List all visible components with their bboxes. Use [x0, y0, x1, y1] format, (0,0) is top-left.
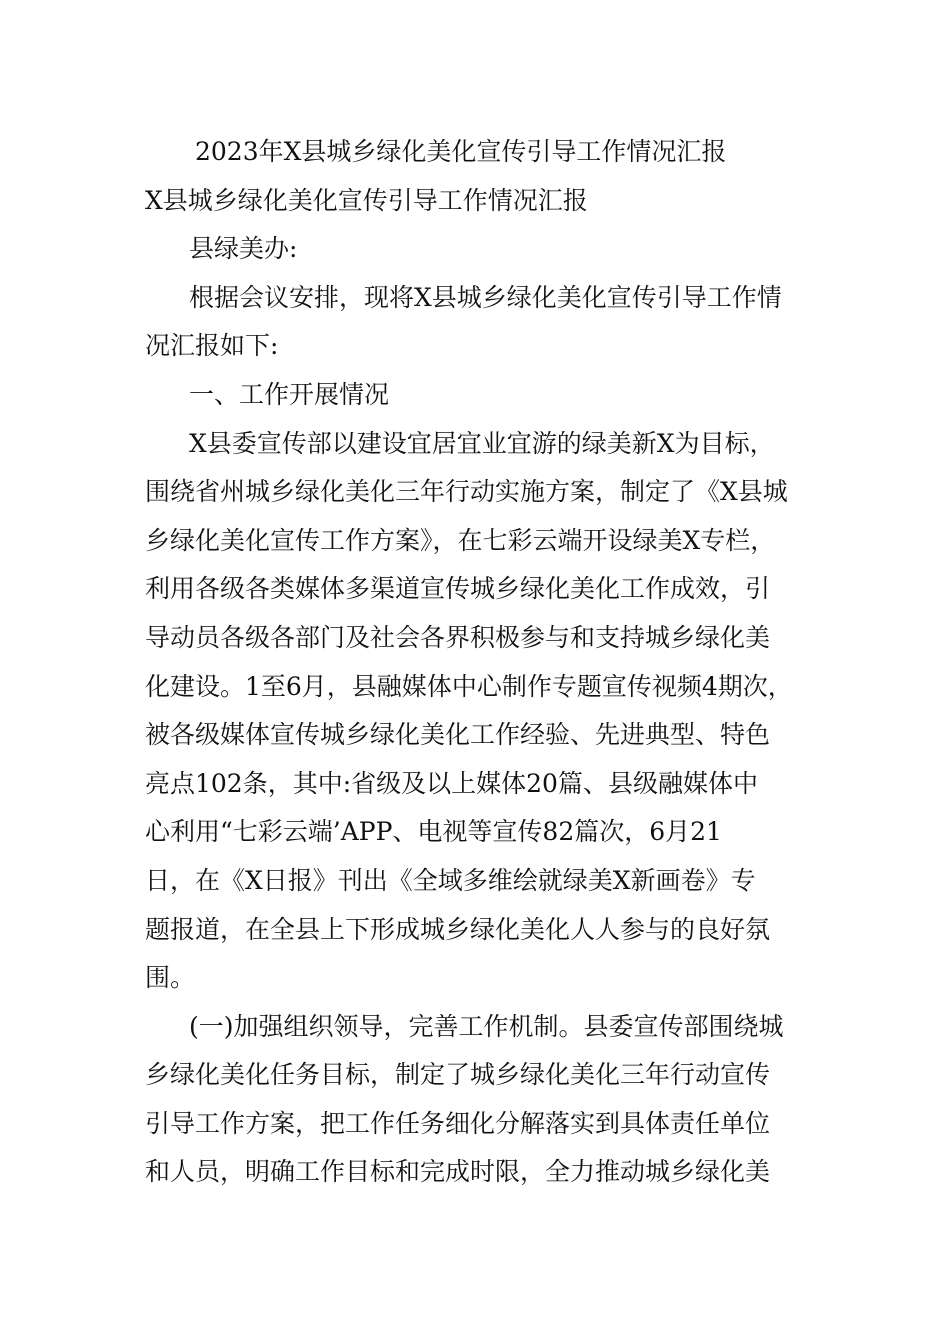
paragraph-line: 心利用“七彩云端’APP、电视等宣传82篇次，6月21	[145, 817, 722, 847]
document-subtitle: X县城乡绿化美化宣传引导工作情况汇报	[145, 185, 588, 215]
paragraph-line: 根据会议安排，现将X县城乡绿化美化宣传引导工作情	[189, 282, 782, 312]
paragraph-line: 和人员，明确工作目标和完成时限，全力推动城乡绿化美	[145, 1157, 771, 1187]
paragraph-line: 围绕省州城乡绿化美化三年行动实施方案，制定了《X县城	[145, 477, 788, 507]
intro-paragraph	[145, 274, 810, 371]
paragraph-line: 引导工作方案，把工作任务细化分解落实到具体责任单位	[145, 1108, 771, 1138]
paragraph-line: 乡绿化美化任务目标，制定了城乡绿化美化三年行动宣传	[145, 1060, 771, 1090]
paragraph-line: 乡绿化美化宣传工作方案》，在七彩云端开设绿美X专栏，	[145, 525, 776, 555]
paragraph-line: 导动员各级各部门及社会各界积极参与和支持城乡绿化美	[145, 622, 771, 652]
document-page	[145, 128, 810, 1197]
paragraph-line: 围。	[145, 963, 196, 993]
paragraph-line: 题报道，在全县上下形成城乡绿化美化人人参与的良好氛	[145, 914, 771, 944]
paragraph-line: 利用各级各类媒体多渠道宣传城乡绿化美化工作成效，引	[145, 574, 771, 604]
body-paragraph-1	[145, 420, 810, 1003]
body-paragraph-2	[145, 1003, 810, 1197]
salutation: 县绿美办:	[189, 234, 298, 264]
paragraph-line: 日，在《X日报》刊出《全域多维绘就绿美X新画卷》专	[145, 865, 756, 895]
paragraph-line: 况汇报如下:	[145, 331, 279, 361]
section-heading: 一、工作开展情况	[189, 379, 390, 409]
paragraph-line: 化建设。1至6月，县融媒体中心制作专题宣传视频4期次，	[145, 671, 793, 701]
document-title: 2023年X县城乡绿化美化宣传引导工作情况汇报	[195, 137, 727, 166]
paragraph-line: (一)加强组织领导，完善工作机制。县委宣传部围绕城	[189, 1011, 784, 1041]
paragraph-line: 亮点102条，其中:省级及以上媒体20篇、县级融媒体中	[145, 768, 758, 798]
paragraph-line: X县委宣传部以建设宜居宜业宜游的绿美新X为目标，	[189, 428, 775, 458]
paragraph-line: 被各级媒体宣传城乡绿化美化工作经验、先进典型、特色	[145, 720, 771, 750]
